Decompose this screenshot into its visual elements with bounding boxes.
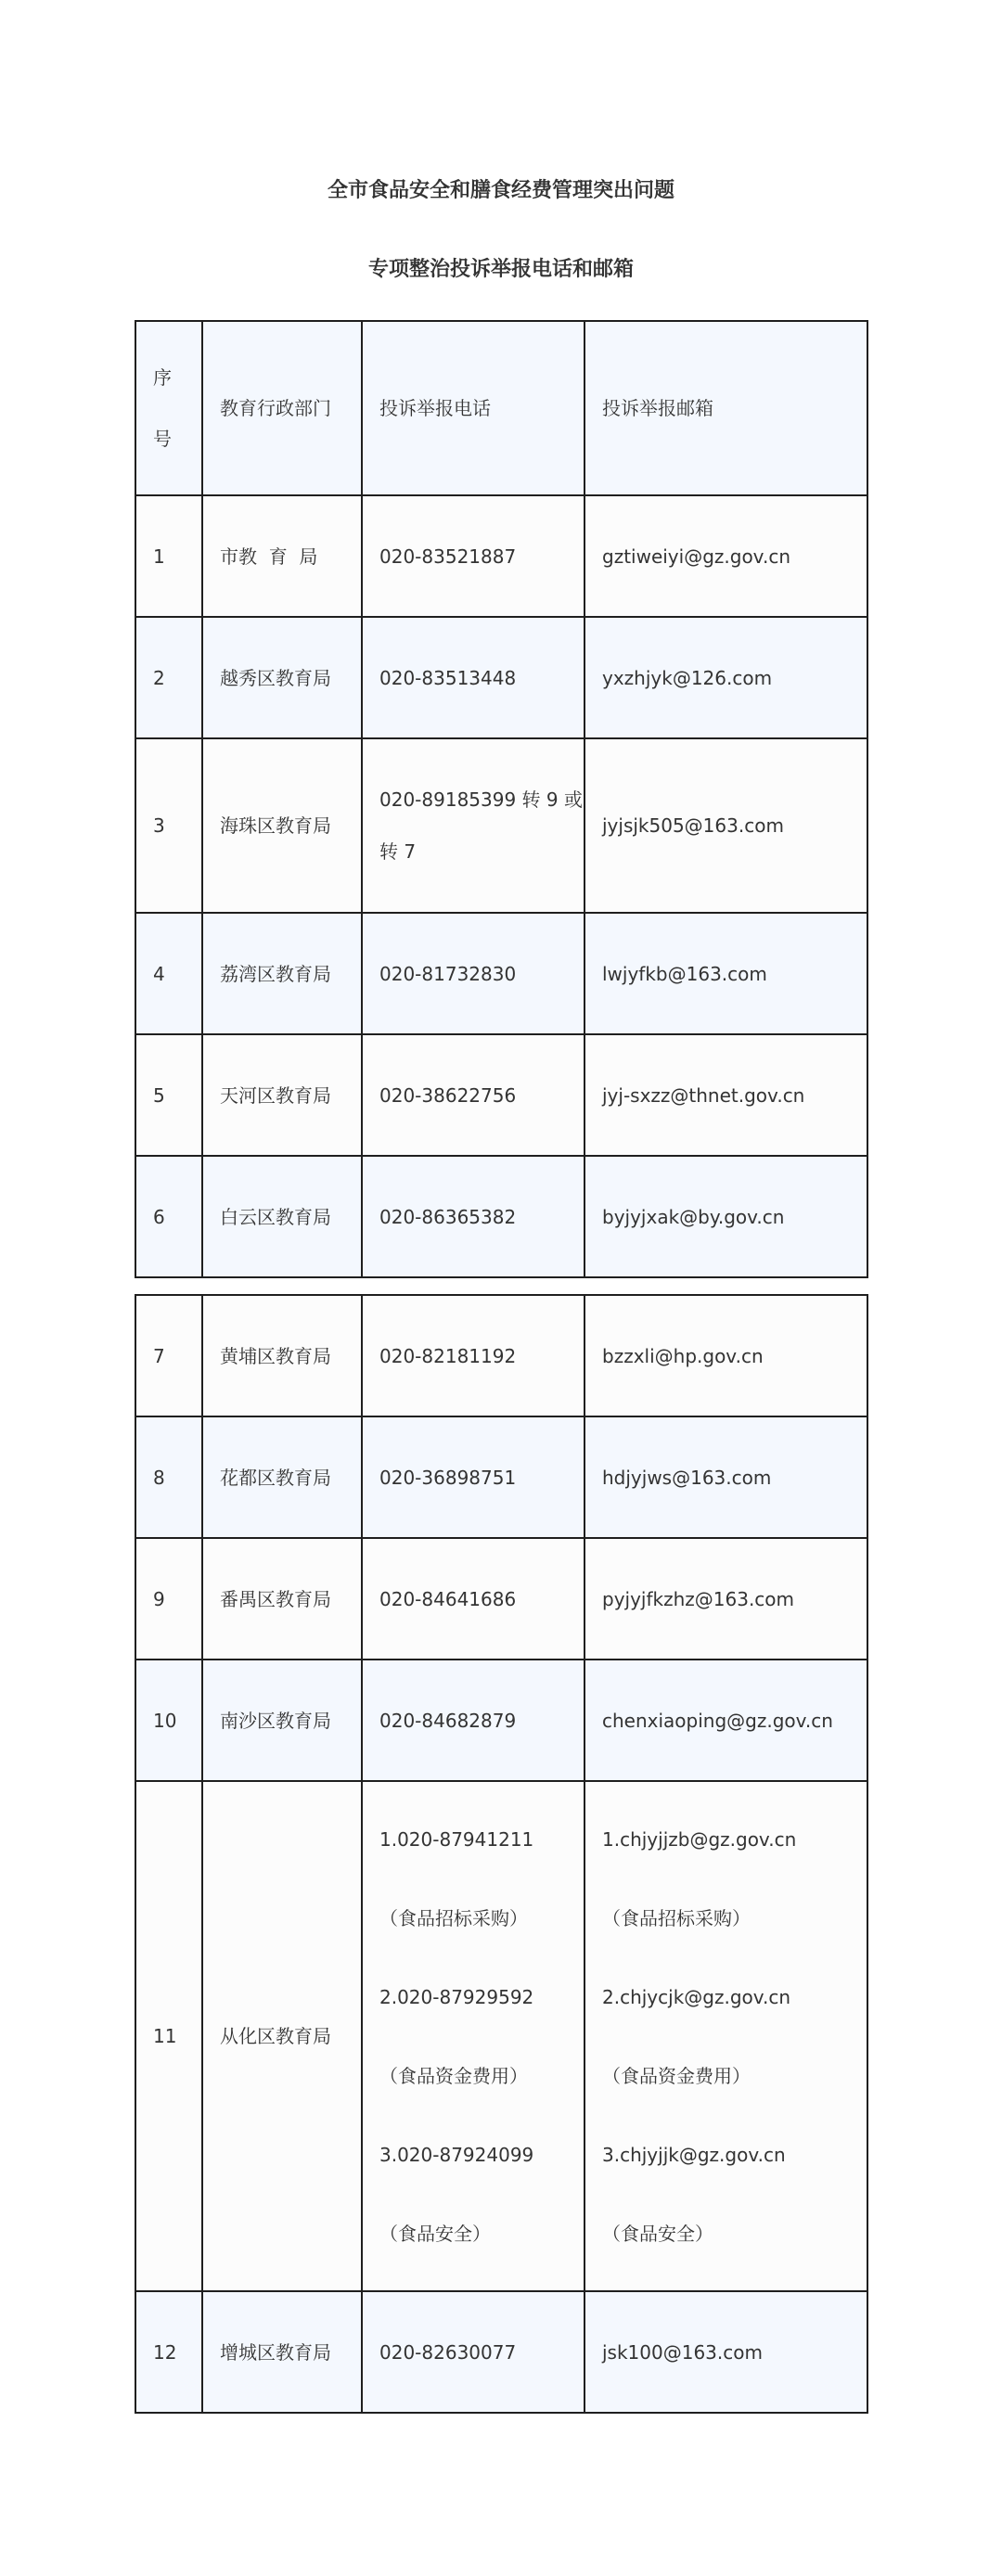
cell-department: 荔湾区教育局 <box>202 913 362 1034</box>
header-email: 投诉举报邮箱 <box>584 321 867 495</box>
table-row <box>135 1295 867 1416</box>
cell-email-line: （食品资金费用） <box>602 2064 751 2087</box>
cell-email-line: 1.chjyjjzb@gz.gov.cn <box>602 1827 797 1851</box>
cell-phone: 020-84682879 <box>362 1660 584 1781</box>
cell-email: pyjyjfkzhz@163.com <box>584 1538 867 1660</box>
cell-phone: 020-83513448 <box>362 617 584 738</box>
cell-seq: 5 <box>135 1034 202 1156</box>
cell-department: 白云区教育局 <box>202 1156 362 1277</box>
cell-email-line: 3.chjyjjk@gz.gov.cn <box>602 2143 786 2166</box>
cell-department: 黄埔区教育局 <box>202 1295 362 1416</box>
header-phone: 投诉举报电话 <box>362 321 584 495</box>
cell-seq: 11 <box>135 1781 202 2291</box>
cell-email: lwjyfkb@163.com <box>584 913 867 1034</box>
cell-phone-line: （食品资金费用） <box>379 2064 528 2087</box>
cell-phone-line: 2.020-87929592 <box>379 1985 534 2008</box>
cell-seq: 7 <box>135 1295 202 1416</box>
cell-phone: 020-83521887 <box>362 495 584 617</box>
cell-seq: 4 <box>135 913 202 1034</box>
cell-email: jsk100@163.com <box>584 2291 867 2413</box>
cell-seq: 6 <box>135 1156 202 1277</box>
table-row <box>135 1034 867 1156</box>
cell-phone: 020-38622756 <box>362 1034 584 1156</box>
cell-email: byjyjxak@by.gov.cn <box>584 1156 867 1277</box>
cell-phone-line: （食品安全） <box>379 2222 491 2245</box>
cell-seq: 10 <box>135 1660 202 1781</box>
cell-seq: 3 <box>135 738 202 913</box>
cell-email: yxzhjyk@126.com <box>584 617 867 738</box>
cell-phone: 020-81732830 <box>362 913 584 1034</box>
cell-department: 越秀区教育局 <box>202 617 362 738</box>
cell-department: 南沙区教育局 <box>202 1660 362 1781</box>
cell-seq: 12 <box>135 2291 202 2413</box>
cell-email <box>584 1781 867 2291</box>
complaint-contacts-table-part-2 <box>135 1294 868 2414</box>
cell-seq: 2 <box>135 617 202 738</box>
cell-phone-line: 3.020-87924099 <box>379 2143 534 2166</box>
complaint-contacts-table-part-1 <box>135 320 868 1278</box>
cell-seq: 1 <box>135 495 202 617</box>
table-row <box>135 1660 867 1781</box>
cell-department: 增城区教育局 <box>202 2291 362 2413</box>
cell-email: jyjsjk505@163.com <box>584 738 867 913</box>
cell-seq: 8 <box>135 1416 202 1538</box>
table-row <box>135 2291 867 2413</box>
table-header-row <box>135 321 867 495</box>
table-row <box>135 1416 867 1538</box>
cell-phone: 020-86365382 <box>362 1156 584 1277</box>
cell-email-line: （食品安全） <box>602 2222 713 2245</box>
header-seq <box>135 321 202 495</box>
table-row <box>135 1781 867 2291</box>
cell-email: chenxiaoping@gz.gov.cn <box>584 1660 867 1781</box>
cell-department: 市教 育 局 <box>202 495 362 617</box>
table-row <box>135 738 867 913</box>
cell-phone: 020-82181192 <box>362 1295 584 1416</box>
cell-phone-line: 1.020-87941211 <box>379 1827 534 1851</box>
header-seq-char-1: 序 <box>153 366 172 389</box>
cell-department: 番禺区教育局 <box>202 1538 362 1660</box>
cell-email: bzzxli@hp.gov.cn <box>584 1295 867 1416</box>
header-department: 教育行政部门 <box>202 321 362 495</box>
table-row <box>135 1538 867 1660</box>
header-seq-char-2: 号 <box>153 428 172 450</box>
cell-phone: 020-36898751 <box>362 1416 584 1538</box>
document-title: 全市食品安全和膳食经费管理突出问题 <box>327 179 674 202</box>
cell-phone-line: （食品招标采购） <box>379 1906 528 1929</box>
cell-phone-line: 转 7 <box>379 840 417 863</box>
cell-phone: 020-82630077 <box>362 2291 584 2413</box>
cell-phone-line: 020-89185399 转 9 或 <box>379 788 583 811</box>
cell-department: 天河区教育局 <box>202 1034 362 1156</box>
cell-email: jyj-sxzz@thnet.gov.cn <box>584 1034 867 1156</box>
cell-email: gztiweiyi@gz.gov.cn <box>584 495 867 617</box>
cell-email-line: 2.chjycjk@gz.gov.cn <box>602 1985 791 2008</box>
table-row <box>135 1156 867 1277</box>
cell-phone <box>362 738 584 913</box>
table-row <box>135 913 867 1034</box>
cell-department: 花都区教育局 <box>202 1416 362 1538</box>
cell-phone: 020-84641686 <box>362 1538 584 1660</box>
table-row <box>135 617 867 738</box>
cell-department: 从化区教育局 <box>202 1781 362 2291</box>
cell-email: hdjyjws@163.com <box>584 1416 867 1538</box>
cell-seq: 9 <box>135 1538 202 1660</box>
table-row <box>135 495 867 617</box>
cell-email-line: （食品招标采购） <box>602 1906 751 1929</box>
cell-phone <box>362 1781 584 2291</box>
document-subtitle: 专项整治投诉举报电话和邮箱 <box>367 258 634 281</box>
cell-department: 海珠区教育局 <box>202 738 362 913</box>
